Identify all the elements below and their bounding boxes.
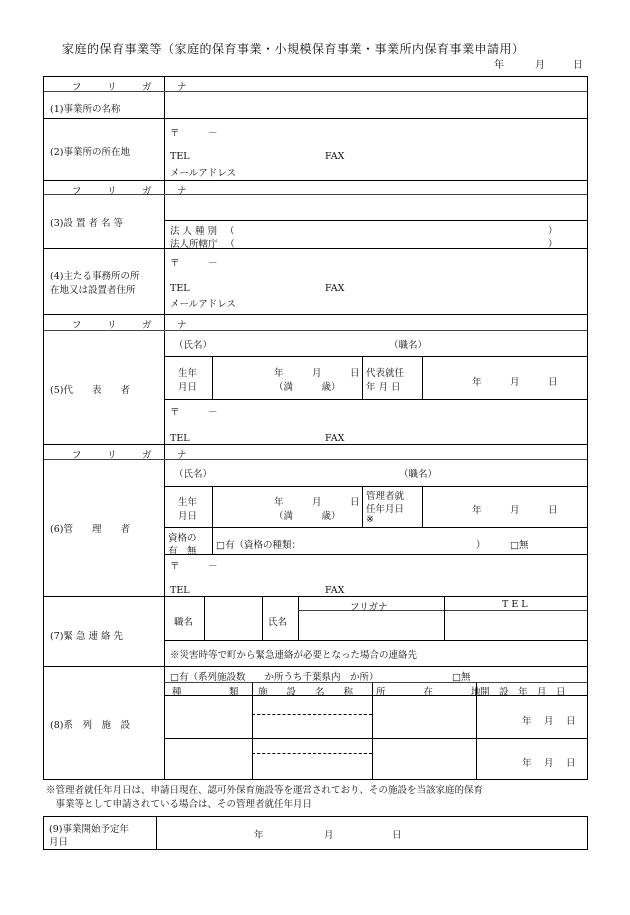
affiliated-label: (8)系 列 施 設 <box>50 720 130 731</box>
mgr-tel: TEL <box>170 585 190 596</box>
footnote <box>46 784 596 812</box>
office-mail: メールアドレス <box>170 299 237 310</box>
col-open: 開 設 年 月 日 <box>480 687 566 698</box>
rep-birth-date: 年 月 日 <box>274 368 360 379</box>
emergency-note: ※災害時等で町から緊急連絡が必要となった場合の連絡先 <box>170 650 418 661</box>
facility-mail: メールアドレス <box>170 168 237 179</box>
manager-label: (6)管 理 者 <box>50 524 130 535</box>
col-type: 種 類 <box>172 687 239 698</box>
emergency-tel: T E L <box>502 599 528 610</box>
emergency-post-label: 職名 <box>174 617 194 628</box>
start-day: 日 <box>392 830 402 841</box>
furigana-label-6: フ リ ガ ナ <box>72 450 195 461</box>
qual-close: ） <box>476 540 486 551</box>
start-year: 年 <box>254 830 264 841</box>
mgr-title: （職名） <box>399 469 438 480</box>
corp-office: 法人所轄庁 （ <box>170 239 235 250</box>
rep-tel: TEL <box>170 433 190 444</box>
start-date-table <box>43 816 588 850</box>
qual-label-2: 有 無 <box>168 546 197 557</box>
start-date-label-1: (9)事業開始予定年 <box>49 824 129 835</box>
corp-office-close: ） <box>548 239 558 250</box>
qual-label-1: 資格の <box>168 533 197 544</box>
mgr-name: （氏名） <box>174 469 213 480</box>
mgr-since-label-1: 管理者就 <box>366 491 405 502</box>
emergency-furigana: フリガナ <box>350 602 388 613</box>
affiliated-yes: □有（系列施設数 か所うち千葉県内 か所） <box>170 672 379 683</box>
facility-name-label: (1)事業所の名称 <box>50 104 121 115</box>
rep-fax: FAX <box>325 433 345 444</box>
footnote-line-2: 事業等として申請されている場合は、その管理者就任年月日 <box>46 799 313 810</box>
mgr-age: （満 歳） <box>274 511 341 522</box>
document-title: 家庭的保育事業等（家庭的保育事業・小規模保育事業・事業所内保育事業申請用） <box>62 42 525 56</box>
furigana-label-3: フ リ ガ ナ <box>72 186 195 197</box>
main-office-label-1: (4)主たる事務所の所 <box>50 271 140 282</box>
start-month: 月 <box>324 830 334 841</box>
date-day: 日 <box>573 60 583 71</box>
qual-no: □無 <box>510 540 529 551</box>
mgr-postal: 〒 － <box>170 561 218 572</box>
rep-since-label-1: 代表就任 <box>366 368 405 379</box>
emergency-name-label: 氏名 <box>268 617 288 628</box>
facility-postal: 〒 － <box>170 128 218 139</box>
representative-label: (5)代 表 者 <box>50 385 130 396</box>
rep-birth-label-1: 生年 <box>178 368 198 379</box>
rep-since-label-2: 年 月 日 <box>366 382 401 393</box>
application-form-table <box>43 76 588 780</box>
mgr-birth-date: 年 月 日 <box>274 497 360 508</box>
row1-open-date: 年 月 日 <box>522 716 576 727</box>
mgr-since-note: ※ <box>366 514 374 525</box>
office-postal: 〒 － <box>170 258 218 269</box>
rep-age: （満 歳） <box>274 382 341 393</box>
col-name: 施 設 名 称 <box>258 687 354 698</box>
rep-since-date: 年 月 日 <box>472 377 558 388</box>
col-addr: 所 在 地 <box>376 687 481 698</box>
affiliated-no: □無 <box>452 672 471 683</box>
emergency-label: (7)緊 急 連 絡 先 <box>50 631 124 642</box>
rep-birth-label-2: 月日 <box>178 382 198 393</box>
furigana-label-1: フ リ ガ ナ <box>72 82 195 93</box>
main-office-label-2: 在地又は設置者住所 <box>50 285 136 296</box>
mgr-birth-label-2: 月日 <box>178 511 198 522</box>
office-fax: FAX <box>325 283 345 294</box>
qual-yes: □有（資格の種類： <box>216 540 301 551</box>
mgr-since-date: 年 月 日 <box>472 505 558 516</box>
corp-type: 法 人 種 別 （ <box>170 226 235 237</box>
facility-fax: FAX <box>325 151 345 162</box>
rep-postal: 〒 － <box>170 407 218 418</box>
footnote-line-1: ※管理者就任年月日は、申請日現在、認可外保育施設等を運営されており、その施設を当該家庭的保育 <box>46 785 484 796</box>
facility-tel: TEL <box>170 151 190 162</box>
date-month: 月 <box>535 60 545 71</box>
founder-label: (3)設 置 者 名 等 <box>50 218 124 229</box>
corp-type-close: ） <box>548 226 558 237</box>
mgr-fax: FAX <box>325 585 345 596</box>
date-year: 年 <box>494 60 504 71</box>
furigana-label-5: フ リ ガ ナ <box>72 320 195 331</box>
rep-title: （職名） <box>389 340 428 351</box>
rep-name: （氏名） <box>174 340 213 351</box>
start-date-label-2: 月日 <box>49 837 69 848</box>
mgr-birth-label-1: 生年 <box>178 497 198 508</box>
row2-open-date: 年 月 日 <box>522 758 576 769</box>
mgr-since-label-2: 任年月日 <box>366 504 405 515</box>
office-tel: TEL <box>170 283 190 294</box>
facility-address-label: (2)事業所の所在地 <box>50 147 130 158</box>
